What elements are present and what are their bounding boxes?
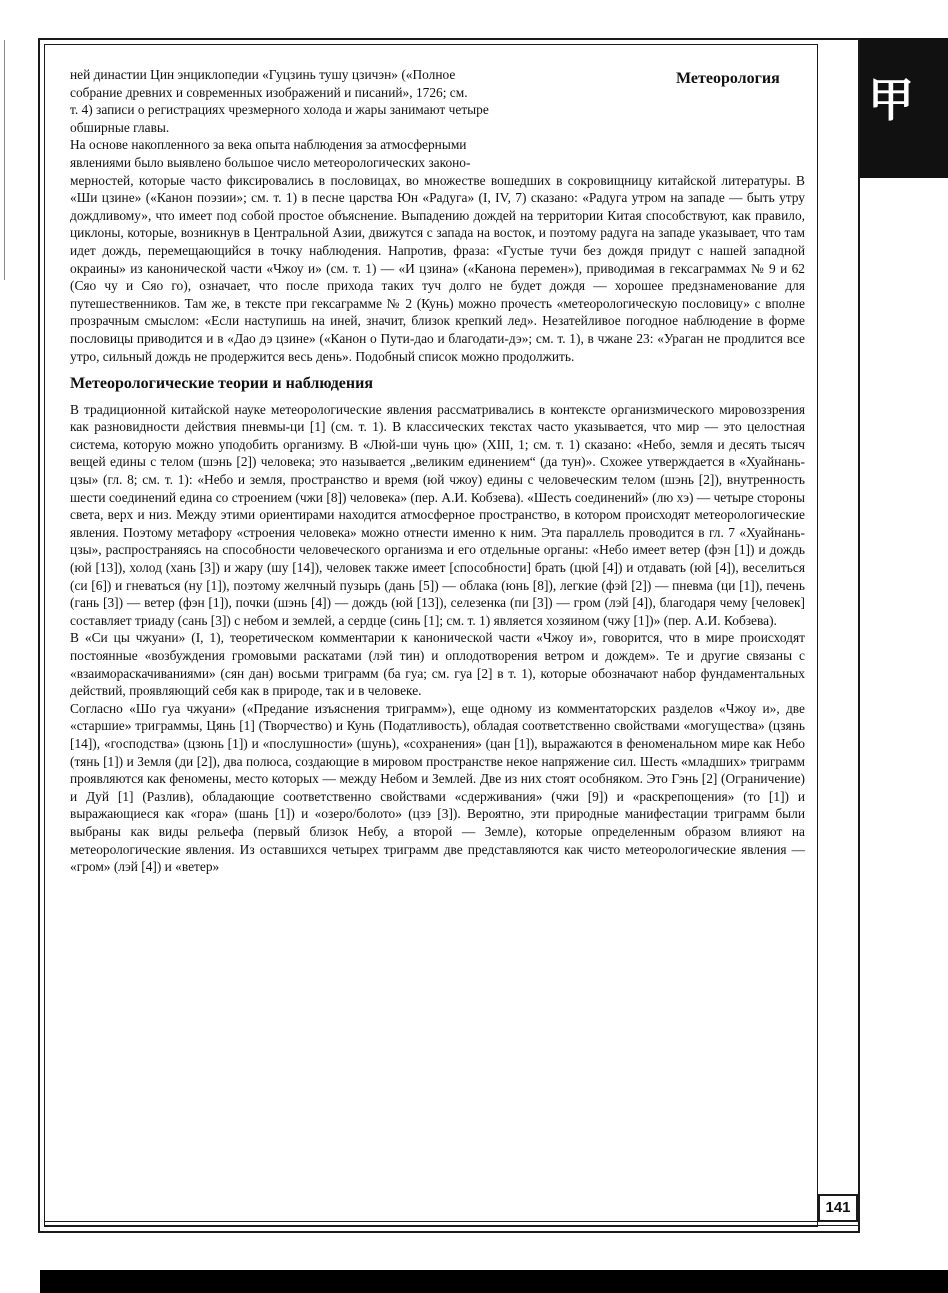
paragraph: Согласно «Шо гуа чжуани» («Предание изъяснения триграмм»), еще одному из комментаторских разделов «Чжоу и», две «старшие» триграммы, Цянь [1] (Творчество) и Кунь (Податливость), обладая соответственно свойствами «могущества» (цзянь [14]), «господства» (цзюнь [1]) и «послушности» (шунь), «сохранения» (цан [1]), выражаются в феноменальном мире как Небо (тянь [1]) и Земля (ди [2]), два полюса, создающие в мировом пространстве некое напряжение сил. Шесть «младших» триграмм проявляются как феномены, место которых — между Небом и Землей. Две из них стоят особняком. Это Гэнь [2] (Ограничение) и Дуй [1] (Разлив), обладающие соответственно свойствами «сдерживания» (чжи [9]) и «раскрепощения» (то [1]) и выражающиеся как «гора» (шань [1]) и «озеро/болото» (цзэ [3]). Вероятно, эти природные манифестации триграмм были выбраны как виды рельефа (первый близок Небу, а второй — Земле), которые определенным образом влияют на метеорологические явления. Из оставшихся четырех триграмм две представляются как чисто метеорологические явления — «гром» (лэй [4]) и «ветер» [70, 700, 805, 875]
running-head: Метеорология [676, 70, 780, 87]
page-number: 141 [818, 1194, 858, 1222]
margin-marks [4, 40, 8, 280]
paragraph-line: На основе накопленного за века опыта наблюдения за атмосферными [70, 137, 467, 153]
paragraph-line: т. 4) записи о регистрациях чрезмерного холода и жары занимают четыре [70, 102, 489, 118]
paragraph: В «Си цы чжуани» (I, 1), теоретическом комментарии к канонической части «Чжоу и», говорится, что в мире происходят постоянные «возбуждения громовыми раскатами (лэй тин) и оплодотворения ветром и дождем». Те и другие связаны с «взаимораскачиваниями» (сян дан) восьми триграмм (ба гуа; см. гуа [2] в т. 1), которые обозначают набор фундаментальных действий, проявляющий себя как в природе, так и в человеке. [70, 630, 805, 699]
paragraph-line: явлениями было выявлено большое число метеорологических законо- [70, 154, 471, 170]
section-tab-glyph: 甲 [868, 73, 914, 127]
paragraph: В традиционной китайской науке метеорологические явления рассматривались в контексте организмического мировоззрения как разновидности действия пневмы-ци [1] (см. т. 1). В классических текстах часто указывается, что мир — это целостная система, которую можно уподобить организму. В «Люй-ши чунь цю» (XIII, 1; см. т. 1) сказано: «Небо, земля и десять тысяч вещей едины с телом (шэнь [2]) человека; это называется „великим единением“ (да тун)». Схожее утверждается в «Хуайнань-цзы» (гл. 8; см. т. 1): «Небо и земля, пространство и время (юй чжоу) едины с человеческим телом (шэнь [2]), внутренность шести соединений едина со строением (чжи [8]) человека» (пер. А.И. Кобзева). «Шесть соединений» (лю хэ) — четыре стороны света, верх и низ. Между этими ориентирами находится атмосферное пространство, в котором происходят метеорологические явления. Поэтому метафору «строения человека» можно отнести именно к ним. Эта параллель проводится в гл. 7 «Хуайнань-цзы», распространяясь на способности человеческого организма и его отдельные органы: «Небо имеет ветер (фэн [1]) и дождь (юй [13]), холод (хань [3]) и жару (шу [14]), человек также имеет [способности] брать (цюй [4]) и отдавать (юй [4]), веселиться (си [6]) и гневаться (ну [1]), поэтому желчный пузырь (дань [5]) — облака (юнь [8]), легкие (фэй [2]) — пневма (ци [1]), печень (гань [3]) — ветер (фэн [1]), почки (шэнь [4]) — дождь (юй [13]), селезенка (пи [3]) — гром (лэй [4]), благодаря чему [человек] составляет триаду (сань [3]) с небом и землей, а сердце (синь [1]; см. т. 1) является хозяином (чжу [1])» (пер. А.И. Кобзева). [70, 401, 805, 628]
main-text [70, 66, 805, 876]
paragraph: мерностей, которые часто фиксировались в пословицах, во множестве вошедших в сокровищницу китайской литературы. В «Ши цзине» («Канон поэзии»; см. т. 1) в песне царства Юн «Радуга» (I, IV, 7) сказано: «Радуга утром на западе — быть утру дождливому», что имеет под собой простое объяснение. Выпадению дождей на территории Китая способствуют, как правило, циклоны, которые, возникнув в Центральной Азии, движутся с запада на восток, и поэтому радуга на западе указывает, что там идет дождь, перемещающийся в точку наблюдения. Напротив, фраза: «Густые тучи без дождя придут с нашей западной окраины» из канонической части «Чжоу и» (см. т. 1) — «И цзина» («Канона перемен»), приводимая в гексаграммах № 9 и 62 (Сяо чу и Сяо го), означает, что после прихода таких туч долго не будет дождя — хорошее предзнаменование для путешественников. Там же, в тексте при гексаграмме № 2 (Кунь) можно прочесть «метеорологическую пословицу» с вполне прозрачным смыслом: «Если наступишь на иней, значит, близок крепкий лед». Незатейливое погодное наблюдение в форме пословицы приводится и в «Дао дэ цзине» («Канон о Пути-дао и благодати-дэ»; см. т. 1), в чжане 23: «Ураган не продлится все утро, сильный дождь не продержится весь день». Подобный список можно продолжить. [70, 172, 805, 364]
paragraph-line: обширные главы. [70, 119, 170, 135]
paragraph-line: ней династии Цин энциклопедии «Гуцзинь тушу цзичэн» («Полное [70, 67, 456, 82]
bottom-rule [44, 1221, 859, 1226]
paragraph-line: собрание древних и современных изображений и писаний», 1726; см. [70, 84, 468, 100]
section-heading: Метеорологические теории и наблюдения [70, 375, 373, 393]
scan-edge-bar [40, 1270, 948, 1293]
